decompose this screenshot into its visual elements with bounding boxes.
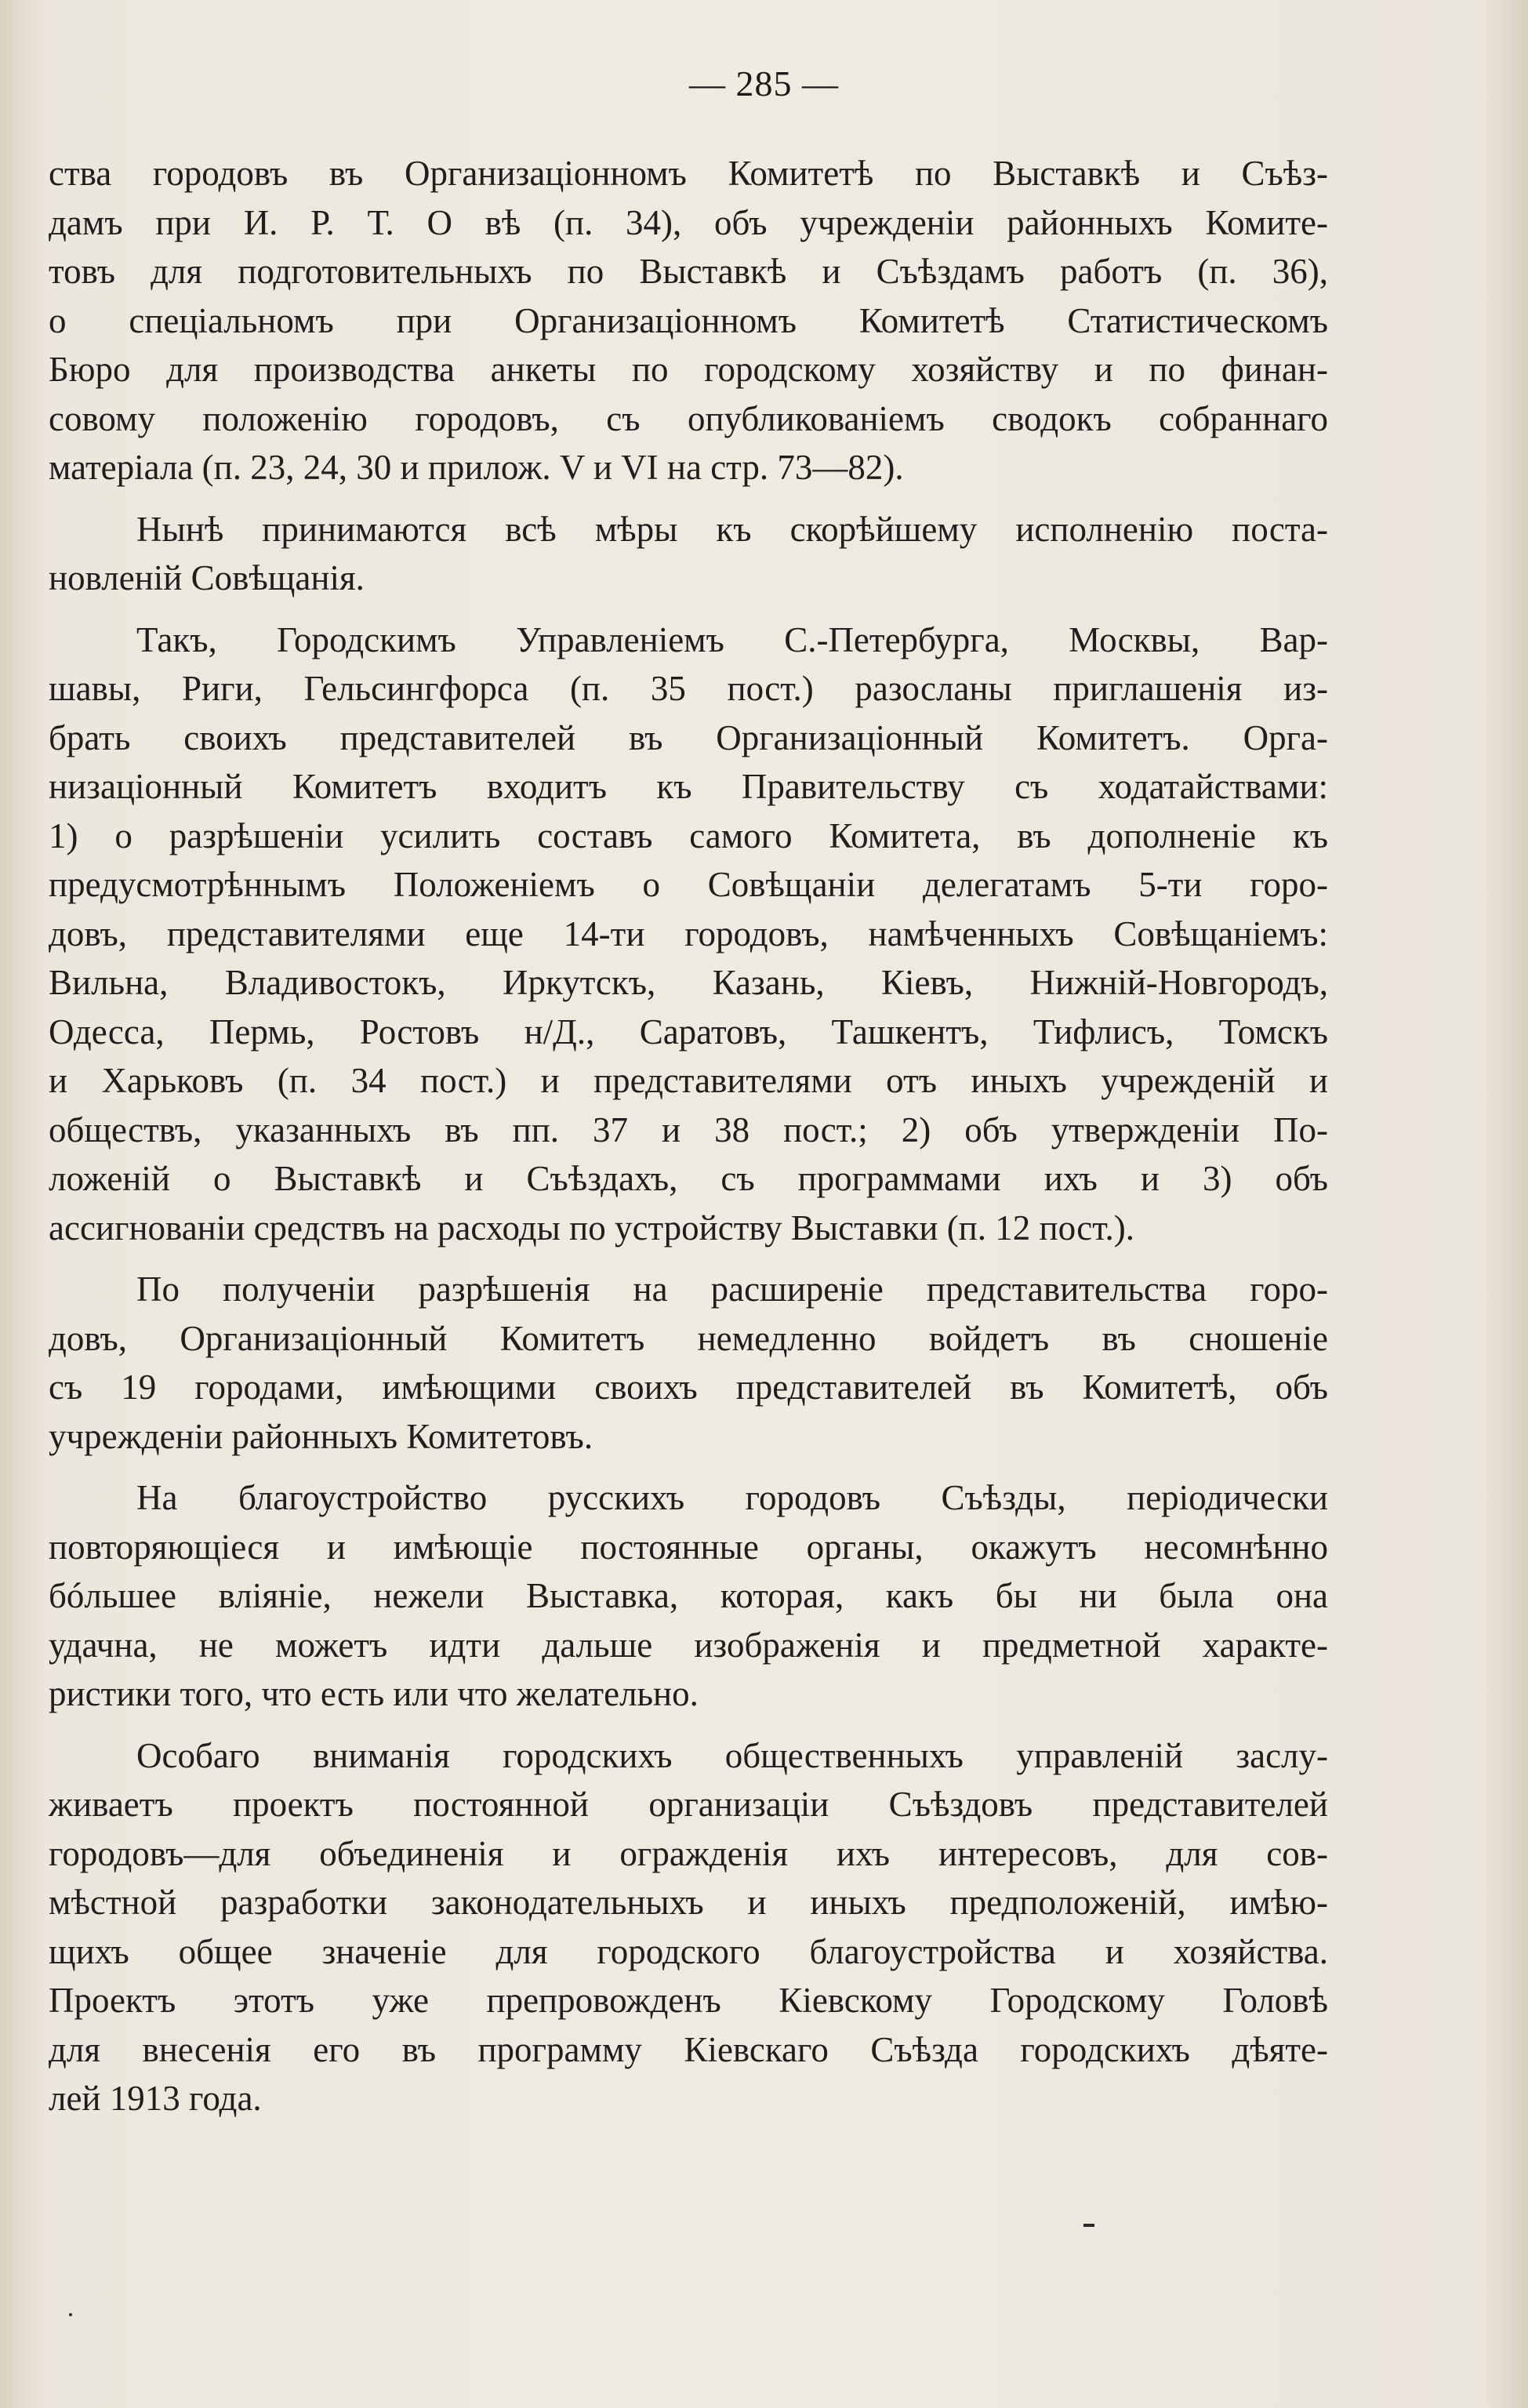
text-line: На благоустройство русскихъ городовъ Съѣзды, періодически — [136, 1478, 1328, 1517]
paragraph-5 — [49, 1473, 1328, 1719]
text-line: Вильна, Владивостокъ, Иркутскъ, Казань, Кіевъ, Нижній-Новгородъ, — [49, 963, 1328, 1002]
text-line: лей 1913 года. — [49, 2079, 262, 2118]
text-line: и Харьковъ (п. 34 пост.) и представителями отъ иныхъ учрежденій и — [49, 1061, 1328, 1100]
text-line: ложеній о Выставкѣ и Съѣздахъ, съ программами ихъ и 3) объ — [49, 1159, 1328, 1198]
text-line: съ 19 городами, имѣющими своихъ представителей въ Комитетѣ, объ — [49, 1367, 1328, 1407]
text-line: городовъ—для объединенія и огражденія ихъ интересовъ, для сов- — [49, 1833, 1328, 1873]
ink-dot-mark — [69, 2313, 72, 2316]
text-line: Такъ, Городскимъ Управленіемъ С.-Петербурга, Москвы, Вар- — [136, 619, 1328, 659]
text-line: учрежденіи районныхъ Комитетовъ. — [49, 1416, 593, 1456]
paragraph-4 — [49, 1265, 1328, 1461]
text-line: новленій Совѣщанія. — [49, 558, 365, 597]
paragraph-2 — [49, 505, 1328, 603]
text-line: для внесенія его въ программу Кіевскаго Съѣзда городскихъ дѣяте- — [49, 2029, 1328, 2069]
text-line: обществъ, указанныхъ въ пп. 37 и 38 пост.; 2) объ утвержденіи По- — [49, 1110, 1328, 1150]
text-line: предусмотрѣннымъ Положеніемъ о Совѣщаніи делегатамъ 5-ти горо- — [49, 865, 1328, 904]
text-line: шавы, Риги, Гельсингфорса (п. 35 пост.) разосланы приглашенія из- — [49, 669, 1328, 708]
text-line: повторяющіеся и имѣющіе постоянные органы, окажутъ несомнѣнно — [49, 1527, 1328, 1567]
text-line: Одесса, Пермь, Ростовъ н/Д., Саратовъ, Ташкентъ, Тифлисъ, Томскъ — [49, 1012, 1328, 1051]
page-body — [49, 149, 1328, 2136]
text-line: низаціонный Комитетъ входитъ къ Правительству съ ходатайствами: — [49, 767, 1328, 806]
text-line: довъ, Организаціонный Комитетъ немедленно войдетъ въ сношеніе — [49, 1318, 1328, 1358]
ink-dash-mark — [1083, 2224, 1094, 2227]
text-line: щихъ общее значеніе для городского благоустройства и хозяйства. — [49, 1931, 1328, 1971]
text-line: ристики того, что есть или что желательно. — [49, 1674, 699, 1713]
text-line: ства городовъ въ Организаціонномъ Комитетѣ по Выставкѣ и Съѣз- — [49, 154, 1328, 193]
text-line: Нынѣ принимаются всѣ мѣры къ скорѣйшему исполненію поста- — [136, 509, 1328, 549]
text-line: матеріала (п. 23, 24, 30 и прилож. V и VI на стр. 73—82). — [49, 448, 904, 487]
text-line: живаетъ проектъ постоянной организаціи Съѣздовъ представителей — [49, 1785, 1328, 1824]
text-line: ассигнованіи средствъ на расходы по устройству Выставки (п. 12 пост.). — [49, 1208, 1134, 1248]
text-line: удачна, не можетъ идти дальше изображенія и предметной характе- — [49, 1625, 1328, 1665]
text-line: товъ для подготовительныхъ по Выставкѣ и Съѣздамъ работъ (п. 36), — [49, 252, 1328, 291]
paragraph-1 — [49, 149, 1328, 492]
text-line: Бюро для производства анкеты по городскому хозяйству и по финан- — [49, 350, 1328, 389]
text-line: Проектъ этотъ уже препровожденъ Кіевскому Городскому Головѣ — [49, 1981, 1328, 2020]
paragraph-6 — [49, 1731, 1328, 2123]
text-line: 1) о разрѣшеніи усилить составъ самого Комитета, въ дополненіе къ — [49, 815, 1328, 855]
text-line: довъ, представителями еще 14-ти городовъ, намѣченныхъ Совѣщаніемъ: — [49, 913, 1328, 953]
text-line: дамъ при И. Р. Т. О вѣ (п. 34), объ учрежденіи районныхъ Комите- — [49, 202, 1328, 242]
paragraph-3 — [49, 616, 1328, 1253]
text-line: совому положенію городовъ, съ опубликованіемъ сводокъ собраннаго — [49, 398, 1328, 438]
page-number: — 285 — — [689, 64, 839, 104]
text-line: о спеціальномъ при Организаціонномъ Комитетѣ Статистическомъ — [49, 300, 1328, 340]
text-line: бóльшее вліяніе, нежели Выставка, которая, какъ бы ни была она — [49, 1576, 1328, 1615]
text-line: По полученіи разрѣшенія на расширеніе представительства горо- — [136, 1269, 1328, 1309]
text-line: мѣстной разработки законодательныхъ и иныхъ предположеній, имѣю- — [49, 1883, 1328, 1922]
text-line: Особаго вниманія городскихъ общественныхъ управленій заслу- — [136, 1735, 1328, 1775]
text-line: брать своихъ представителей въ Организаціонный Комитетъ. Орга- — [49, 717, 1328, 757]
